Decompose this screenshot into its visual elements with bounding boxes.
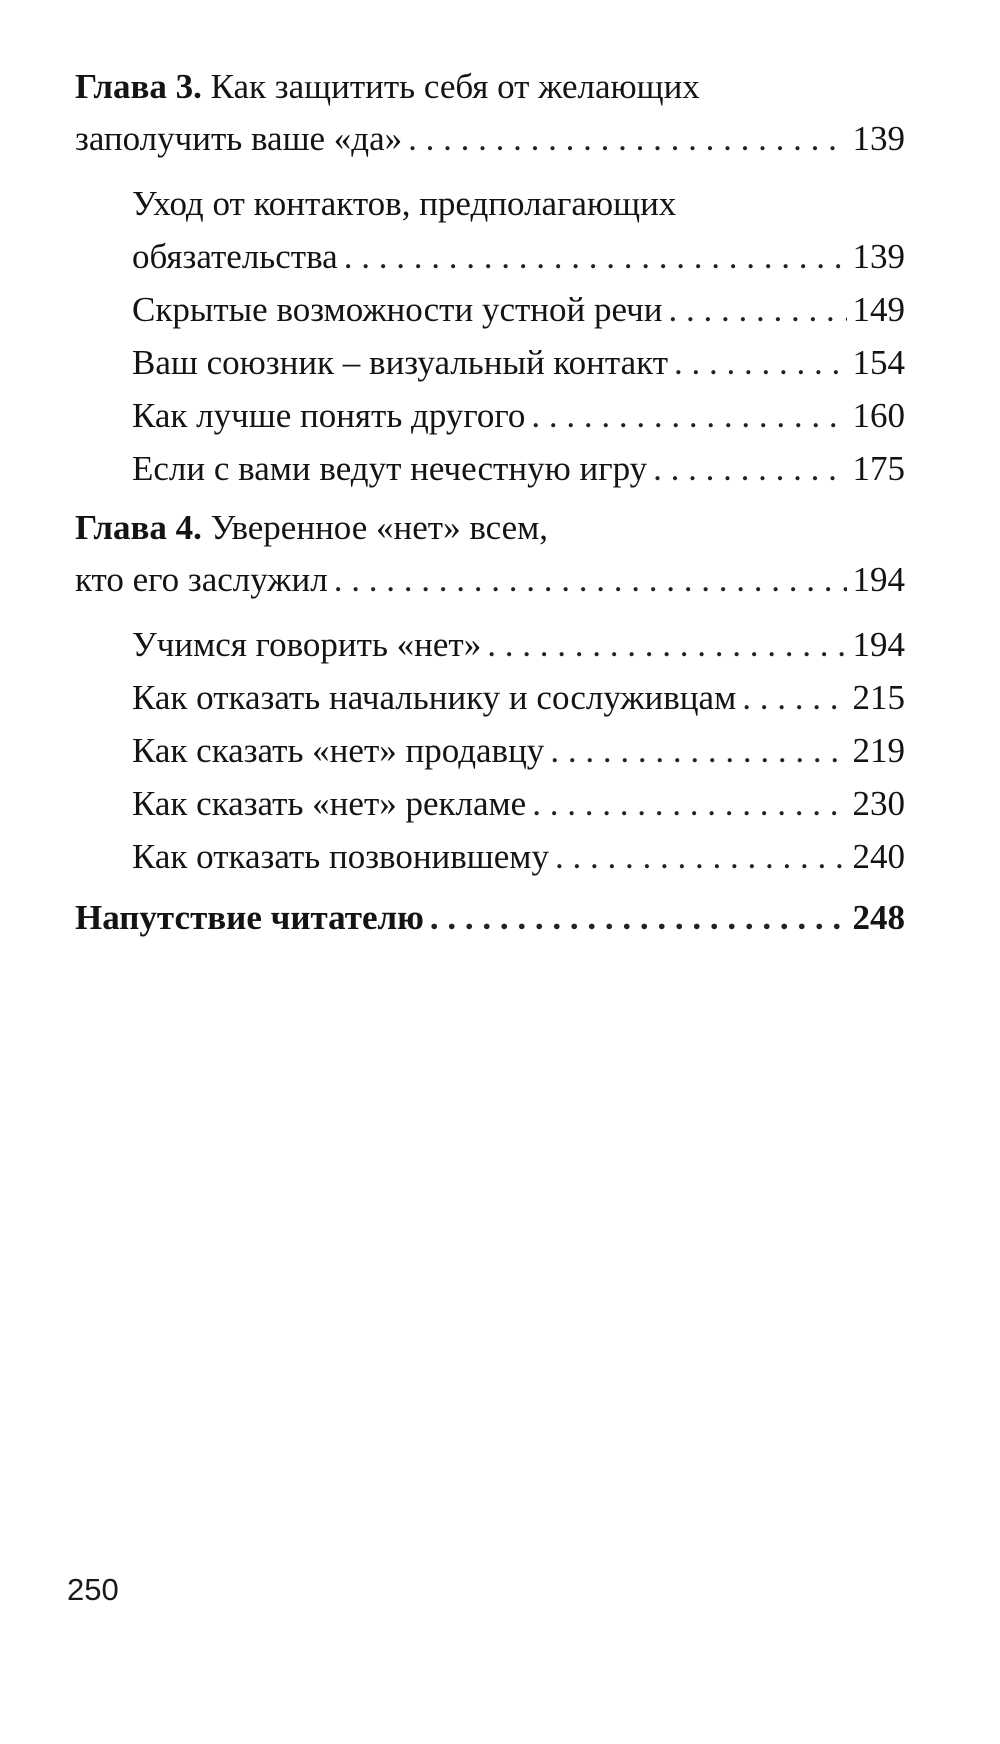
section-entry [75, 724, 905, 777]
section-title: обязательства [132, 237, 338, 276]
page-ref: 215 [852, 678, 905, 717]
page-ref: 240 [852, 837, 905, 876]
leader-dots [669, 283, 847, 336]
section-entry [75, 336, 905, 389]
section-entry [75, 777, 905, 830]
section-entry [75, 442, 905, 495]
section-entry [75, 671, 905, 724]
section-title: Как сказать «нет» рекламе [132, 784, 527, 823]
leader-dots [487, 618, 846, 671]
leader-dots [532, 777, 846, 830]
leader-dots [555, 830, 847, 883]
section-title: Как лучше понять другого [132, 396, 526, 435]
page-ref: 248 [852, 898, 905, 937]
section-title: Уход от контактов, предполагающих [132, 184, 677, 223]
page-ref: 219 [852, 731, 905, 770]
page-ref: 194 [852, 625, 905, 664]
chapter-title: кто его заслужил [75, 560, 328, 599]
chapter-title: Как защитить себя от желающих [210, 67, 700, 106]
chapter-title-line [75, 62, 905, 112]
chapter-title-line [75, 553, 905, 606]
chapter-label: Глава 3. [75, 67, 202, 106]
section-title: Как сказать «нет» продавцу [132, 731, 545, 770]
final-entry [75, 891, 905, 944]
leader-dots [674, 336, 847, 389]
page-number: 250 [67, 1572, 119, 1607]
leader-dots [531, 389, 846, 442]
chapter-title: заполучить ваше «да» [75, 119, 403, 158]
section-title: Скрытые возможности устной речи [132, 290, 663, 329]
page-ref: 139 [852, 119, 905, 158]
section-title: Как отказать начальнику и сослуживцам [132, 678, 737, 717]
section-entry [75, 618, 905, 671]
page-ref: 175 [852, 449, 905, 488]
final-entry-title: Напутствие читателю [75, 898, 424, 937]
leader-dots [430, 891, 847, 944]
section-title: Если с вами ведут нечестную игру [132, 449, 648, 488]
page-ref: 194 [852, 560, 905, 599]
chapter-label: Глава 4. [75, 508, 202, 547]
section-entry [75, 230, 905, 283]
page-ref: 230 [852, 784, 905, 823]
leader-dots [344, 230, 847, 283]
chapter-entry [75, 503, 905, 606]
section-entry [75, 283, 905, 336]
section-title: Учимся говорить «нет» [132, 625, 482, 664]
chapter-title-line [75, 503, 905, 553]
section-title: Ваш союзник – визуальный контакт [132, 343, 668, 382]
page-ref: 139 [852, 237, 905, 276]
page-ref: 160 [852, 396, 905, 435]
section-title: Как отказать позвонившему [132, 837, 549, 876]
page-ref: 154 [852, 343, 905, 382]
leader-dots [408, 112, 846, 165]
section-entry [75, 177, 905, 230]
section-entry [75, 830, 905, 883]
leader-dots [742, 671, 846, 724]
page-ref: 149 [852, 290, 905, 329]
leader-dots [334, 553, 847, 606]
leader-dots [653, 442, 846, 495]
leader-dots [550, 724, 846, 777]
chapter-title-line [75, 112, 905, 165]
chapter-title: Уверенное «нет» всем, [210, 508, 549, 547]
chapter-entry [75, 62, 905, 165]
table-of-contents [75, 62, 905, 944]
section-entry [75, 389, 905, 442]
